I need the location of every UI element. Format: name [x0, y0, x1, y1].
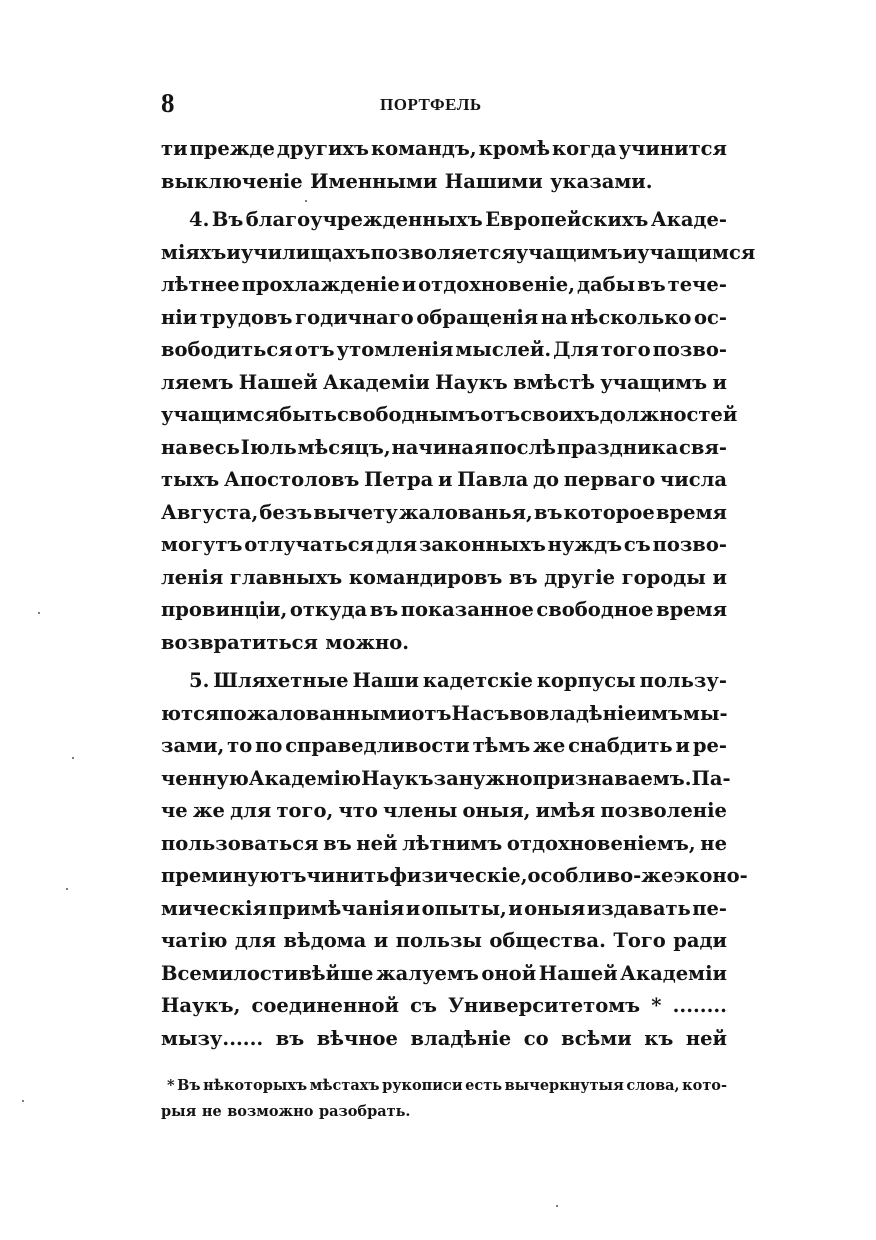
word: Апостоловъ — [223, 468, 360, 491]
word: справедливости — [285, 734, 470, 757]
word: числа — [659, 468, 727, 491]
word: кромѣ — [478, 137, 551, 160]
word: 4. — [189, 208, 210, 231]
word: другихъ — [276, 137, 370, 160]
word: и — [438, 468, 453, 491]
word: пользу- — [639, 669, 727, 692]
word: Университетомъ — [448, 994, 641, 1017]
word: показанное — [400, 598, 534, 621]
word: чинить — [306, 864, 390, 887]
footnote-line — [161, 1099, 727, 1125]
word: Того — [613, 929, 666, 952]
text-line — [161, 133, 727, 166]
word: снабдить — [568, 734, 673, 757]
word: въ — [637, 273, 666, 296]
scan-speck — [305, 200, 307, 202]
word: дабы — [577, 273, 636, 296]
word: тыхъ — [161, 468, 220, 491]
word: свободное — [536, 598, 654, 621]
word: возвратиться — [161, 630, 318, 654]
word: того — [600, 338, 651, 361]
word: мическія — [161, 896, 267, 920]
word: для — [230, 799, 272, 822]
word: Акаде- — [650, 208, 727, 231]
word: на — [161, 435, 188, 459]
word: Па- — [691, 766, 731, 790]
word: члены — [383, 799, 458, 822]
text-line — [161, 497, 727, 530]
word: преминуютъ — [161, 864, 307, 887]
word: въ — [323, 831, 352, 855]
text-line — [161, 432, 727, 465]
text-line — [161, 302, 727, 335]
word: и — [226, 240, 241, 264]
word: рыя — [161, 1103, 197, 1120]
word: вычеркнутыя — [504, 1077, 624, 1094]
word: рукописи — [382, 1077, 463, 1094]
word: выключеніе — [161, 169, 303, 193]
text-line — [161, 860, 748, 893]
word: имѣя — [535, 799, 596, 822]
word: Въ — [211, 208, 244, 231]
word: пользы — [395, 929, 482, 952]
word: опыты, — [421, 896, 507, 920]
word: для — [234, 929, 277, 952]
word: можно. — [325, 630, 410, 654]
word: пе- — [692, 896, 727, 920]
word: лѣтнее — [161, 273, 240, 296]
word: кото- — [682, 1077, 727, 1094]
word: городы — [621, 565, 706, 589]
word: лѣтнимъ — [402, 831, 503, 855]
word: законныхъ — [418, 533, 546, 556]
scan-speck — [556, 1205, 558, 1207]
word: вободиться — [161, 338, 293, 361]
word: вѣчное — [316, 1026, 398, 1050]
word: указами. — [550, 169, 653, 193]
word: годичнаго — [295, 305, 414, 329]
word: же — [192, 799, 225, 822]
word: нужно — [458, 766, 533, 790]
word: послѣ — [489, 435, 556, 459]
word: ченную — [161, 766, 249, 790]
word: Наукъ — [435, 370, 508, 394]
word: Академію — [248, 766, 362, 790]
word: по — [255, 734, 283, 757]
word: и — [405, 896, 421, 920]
word: и — [508, 896, 523, 920]
word: вычету — [313, 500, 398, 524]
word: 5. — [189, 669, 210, 692]
word: съ — [623, 533, 651, 556]
word: Европейскихъ — [485, 208, 649, 231]
word: время — [655, 500, 727, 524]
word: ре- — [692, 734, 727, 757]
word: отдохновеніе, — [418, 273, 576, 296]
word: могутъ — [161, 533, 243, 556]
word: не — [201, 1103, 222, 1120]
word: свя- — [679, 435, 727, 459]
word: учащимся — [161, 403, 280, 426]
word: Августа, — [161, 500, 259, 524]
word: жалованья, — [398, 500, 533, 524]
text-line — [161, 529, 727, 562]
word: тѣмъ — [472, 734, 531, 757]
word: на — [540, 305, 568, 329]
word: время — [656, 598, 727, 621]
text-line — [161, 730, 727, 763]
word: во — [509, 701, 536, 725]
running-title: ПОРТФЕЛЬ — [380, 95, 482, 114]
word: въ — [369, 598, 399, 621]
word: мѣстахъ — [309, 1077, 380, 1094]
word: мѣсяцъ, — [297, 435, 391, 459]
word: и — [373, 929, 389, 952]
word: должностей — [599, 403, 738, 426]
word: физическіе, — [389, 864, 528, 887]
paragraph-5 — [161, 665, 748, 1055]
word: Для — [553, 338, 599, 361]
text-line — [161, 464, 727, 497]
word: Именными — [310, 169, 438, 193]
word: командировъ — [348, 565, 503, 589]
word: Наши — [352, 669, 419, 692]
word: быть — [279, 403, 338, 426]
word: вѣдома — [283, 929, 367, 952]
word: признаваемъ. — [532, 766, 692, 790]
text-line — [161, 828, 727, 861]
word: училищахъ — [240, 240, 371, 264]
word: отлучаться — [244, 533, 375, 556]
word: безъ — [259, 500, 313, 524]
word: перваго — [563, 468, 656, 491]
word: и — [712, 565, 727, 589]
word: главныхъ — [229, 565, 343, 589]
word: для — [375, 533, 418, 556]
word: ти — [161, 137, 188, 160]
word: до — [533, 468, 560, 491]
word: кадетскіе — [422, 669, 533, 692]
word: Іюль — [240, 435, 297, 459]
word: въ — [275, 1026, 305, 1050]
word: учинится — [618, 137, 727, 160]
text-line — [161, 594, 727, 627]
word: учащимся — [637, 240, 756, 264]
word: и — [622, 240, 638, 264]
word: слова, — [626, 1077, 680, 1094]
word: возможно — [227, 1103, 314, 1120]
text-line — [161, 958, 727, 991]
word: въ — [533, 500, 563, 524]
word: издавать — [586, 896, 691, 920]
word: Петра — [364, 468, 434, 491]
word: пожалованными — [219, 701, 412, 725]
word: и — [712, 370, 727, 394]
word: нѣсколько — [570, 305, 692, 329]
word: есть — [465, 1077, 503, 1094]
page-number: 8 — [161, 88, 175, 118]
word: позво- — [652, 533, 727, 556]
text-line — [161, 334, 727, 367]
word: учащимъ — [515, 240, 623, 264]
word: вмѣстѣ — [513, 370, 595, 394]
word: Павла — [457, 468, 529, 491]
word: Академіи — [323, 370, 430, 394]
text-line — [161, 795, 727, 828]
word: откуда — [289, 598, 368, 621]
word: и — [675, 734, 690, 757]
word: ніи — [161, 305, 198, 329]
text-line — [161, 166, 727, 199]
footnote — [161, 1073, 727, 1125]
text-line — [161, 925, 727, 958]
word: особливо-же — [527, 864, 674, 887]
word: другіе — [544, 565, 616, 589]
word: корпусы — [536, 669, 636, 692]
text-line — [161, 367, 727, 400]
word: отъ — [294, 338, 335, 361]
word: оной — [481, 961, 537, 985]
word: со — [523, 1026, 549, 1050]
word: провинціи, — [161, 598, 288, 621]
word: Академіи — [620, 961, 727, 985]
word: примѣчанія — [268, 896, 405, 920]
word: Нашей — [538, 961, 618, 985]
word: благоучрежденныхъ — [245, 208, 483, 231]
word: ос- — [694, 305, 727, 329]
word: ляемъ — [161, 370, 234, 394]
word: отъ — [480, 403, 521, 426]
word: съ — [410, 994, 437, 1017]
text-line — [161, 763, 731, 796]
word: че — [161, 799, 188, 822]
word: весь — [188, 435, 240, 459]
word: Наукъ — [361, 766, 434, 790]
word: владѣніе — [535, 701, 637, 725]
word: мы- — [683, 701, 728, 725]
word: Нашей — [238, 370, 318, 394]
word: всѣми — [561, 1026, 632, 1050]
word: міяхъ — [161, 240, 227, 264]
text-line — [161, 399, 738, 432]
word: командъ, — [371, 137, 477, 160]
word: Наукъ, — [161, 994, 241, 1017]
word: ........ — [672, 994, 727, 1017]
word: то — [227, 734, 253, 757]
paragraph-4 — [161, 204, 756, 659]
word: не — [700, 831, 727, 855]
word: чатію — [161, 929, 228, 952]
word: къ — [644, 1026, 674, 1050]
word: * — [651, 994, 662, 1017]
text-line — [161, 893, 727, 926]
word: отдохновеніемъ, — [506, 831, 696, 855]
word: свободнымъ — [337, 403, 481, 426]
word: обращенія — [416, 305, 539, 329]
word: нуждъ — [547, 533, 623, 556]
scan-speck — [72, 757, 74, 759]
text-line — [161, 562, 727, 595]
word: общества. — [489, 929, 606, 952]
word: ней — [685, 1026, 727, 1050]
word: мызу...... — [161, 1026, 264, 1050]
word: Шляхетные — [213, 669, 349, 692]
word: Всемилостивѣйше — [161, 961, 374, 985]
word: эконо- — [673, 864, 748, 887]
word: того, — [276, 799, 334, 822]
word: мыслей. — [455, 338, 552, 361]
text-line — [161, 1023, 727, 1056]
text-line — [161, 204, 727, 237]
word: оныя — [524, 896, 586, 920]
word: же — [533, 734, 566, 757]
word: праздника — [556, 435, 679, 459]
word: владѣніе — [410, 1026, 512, 1050]
word: ней — [356, 831, 398, 855]
text-line — [161, 269, 727, 302]
text-line — [161, 665, 727, 698]
word: и — [401, 273, 417, 296]
word: позво- — [652, 338, 727, 361]
word: когда — [552, 137, 617, 160]
text-line — [161, 627, 727, 660]
scan-speck — [66, 888, 68, 890]
word: позволеніе — [600, 799, 727, 822]
word: своихъ — [520, 403, 600, 426]
word: ются — [161, 701, 220, 725]
word: прежде — [189, 137, 275, 160]
word: отъ — [411, 701, 452, 725]
word: нѣкоторыхъ — [203, 1077, 308, 1094]
word: за — [433, 766, 459, 790]
word: оныя, — [462, 799, 531, 822]
footnote-line — [161, 1073, 727, 1099]
word: учащимъ — [600, 370, 708, 394]
word: утомленія — [336, 338, 454, 361]
word: тече- — [667, 273, 727, 296]
word: Насъ — [451, 701, 510, 725]
scan-speck — [38, 612, 40, 614]
word: * — [167, 1077, 175, 1094]
word: Въ — [177, 1077, 201, 1094]
word: разобрать. — [318, 1103, 411, 1120]
word: позволяется — [370, 240, 516, 264]
word: ради — [673, 929, 727, 952]
word: ленія — [161, 565, 224, 589]
word: что — [338, 799, 378, 822]
text-line — [161, 698, 727, 731]
word: начиная — [391, 435, 489, 459]
text-line — [161, 990, 727, 1023]
word: прохлажденіе — [241, 273, 400, 296]
word: жалуемъ — [375, 961, 479, 985]
intro-paragraph — [161, 133, 727, 198]
text-line — [161, 237, 756, 270]
word: имъ — [636, 701, 684, 725]
word: въ — [509, 565, 538, 589]
word: зами, — [161, 734, 225, 757]
word: трудовъ — [199, 305, 293, 329]
word: соединенной — [251, 994, 399, 1017]
word: Нашими — [444, 169, 543, 193]
scan-speck — [22, 1100, 24, 1102]
word: пользоваться — [161, 831, 319, 855]
word: которое — [563, 500, 655, 524]
